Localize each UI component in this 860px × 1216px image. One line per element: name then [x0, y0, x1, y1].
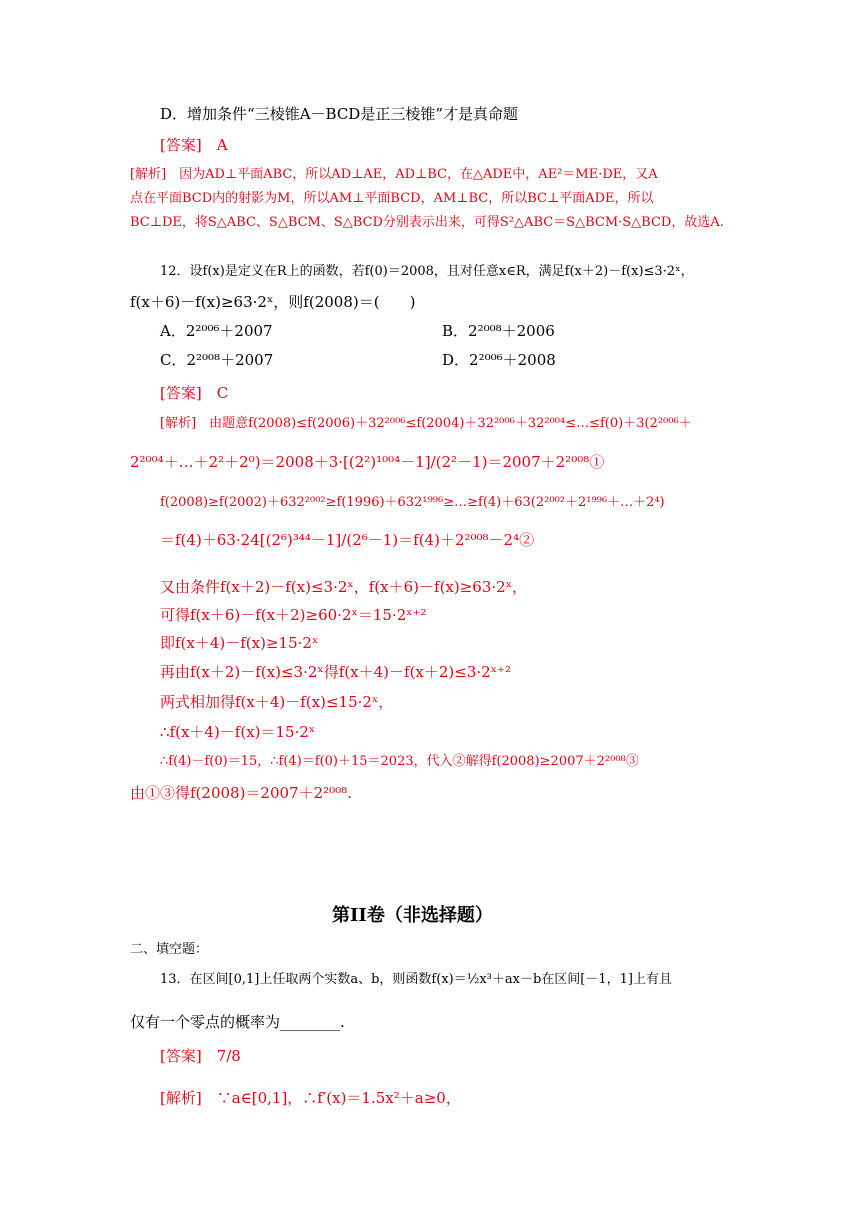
q12-explain-line-4: ＝f(4)＋63·24[(2⁶)³⁴⁴－1]/(2⁶－1)＝f(4)＋2²⁰⁰⁸－2⁴②	[160, 531, 535, 549]
q13-explain-line-1: [解析] ∵a∈[0,1]，∴f′(x)＝1.5x²＋a≥0，	[160, 1089, 461, 1107]
q12-explain-line-6: 可得f(x＋6)－f(x＋2)≥60·2ˣ＝15·2ˣ⁺²	[160, 606, 427, 624]
q12-explain-line-1: [解析] 由题意f(2008)≤f(2006)＋32²⁰⁰⁶≤f(2004)＋32²⁰⁰⁶＋32²⁰⁰⁴≤…≤f(0)＋3(2²⁰⁰⁶＋	[160, 416, 692, 431]
q11-explain-line-2: 点在平面BCD内的射影为M，所以AM⊥平面BCD，AM⊥BC，所以BC⊥平面ADE，所以	[130, 191, 654, 206]
q12-explain-line-5: 又由条件f(x＋2)－f(x)≤3·2ˣ，f(x＋6)－f(x)≥63·2ˣ，	[160, 578, 528, 596]
q12-option-d: D．2²⁰⁰⁶＋2008	[442, 351, 556, 369]
q13-answer: [答案] 7/8	[160, 1047, 241, 1065]
q11-explain-line-3: BC⊥DE，将S△ABC、S△BCM、S△BCD分别表示出来，可得S²△ABC＝S△BCM·S△BCD，故选A.	[130, 215, 724, 230]
section-fill-blank: 二、填空题：	[130, 942, 209, 957]
q12-explain-line-11: ∴f(4)－f(0)＝15，∴f(4)＝f(0)＋15＝2023，代入②解得f(2008)≥2007＋2²⁰⁰⁸③	[160, 754, 639, 769]
q11-explain-line-1: [解析] 因为AD⊥平面ABC，所以AD⊥AE，AD⊥BC，在△ADE中，AE²＝ME·DE，又A	[130, 167, 658, 182]
q12-stem-line-2: f(x＋6)－f(x)≥63·2ˣ，则f(2008)＝( )	[130, 293, 416, 311]
q12-option-b: B．2²⁰⁰⁸＋2006	[442, 322, 555, 340]
section-title: 第II卷（非选择题）	[332, 905, 493, 926]
q11-answer: [答案] A	[160, 136, 228, 154]
q11-option-d: D．增加条件“三棱锥A－BCD是正三棱锥”才是真命题	[160, 105, 519, 123]
q13-stem-line-1: 13．在区间[0,1]上任取两个实数a、b，则函数f(x)＝½x³＋ax－b在区间[－1，1]上有且	[160, 972, 672, 987]
q12-stem-line-1: 12．设f(x)是定义在R上的函数，若f(0)＝2008，且对任意x∈R，满足f(x＋2)－f(x)≤3·2ˣ，	[160, 264, 694, 279]
q13-stem-line-2: 仅有一个零点的概率为________.	[130, 1013, 345, 1031]
q12-answer: [答案] C	[160, 384, 229, 402]
q12-explain-line-9: 两式相加得f(x＋4)－f(x)≤15·2ˣ，	[160, 693, 394, 711]
q12-explain-line-8: 再由f(x＋2)－f(x)≤3·2ˣ得f(x＋4)－f(x＋2)≤3·2ˣ⁺²	[160, 663, 511, 681]
q12-option-c: C．2²⁰⁰⁸＋2007	[160, 351, 274, 369]
q12-explain-line-3: f(2008)≥f(2002)＋632²⁰⁰²≥f(1996)＋632¹⁹⁹⁶≥…≥f(4)＋63(2²⁰⁰²＋2¹⁹⁹⁶＋…＋2⁴)	[160, 495, 665, 510]
q12-explain-line-2: 2²⁰⁰⁴＋…＋2²＋2⁰)＝2008＋3·[(2²)¹⁰⁰⁴－1]/(2²－1)＝2007＋2²⁰⁰⁸①	[130, 453, 605, 471]
q12-explain-line-12: 由①③得f(2008)＝2007＋2²⁰⁰⁸.	[130, 784, 352, 802]
q12-explain-line-7: 即f(x＋4)－f(x)≥15·2ˣ	[160, 634, 319, 652]
q12-option-a: A．2²⁰⁰⁶＋2007	[160, 322, 273, 340]
q12-explain-line-10: ∴f(x＋4)－f(x)＝15·2ˣ	[160, 723, 316, 741]
